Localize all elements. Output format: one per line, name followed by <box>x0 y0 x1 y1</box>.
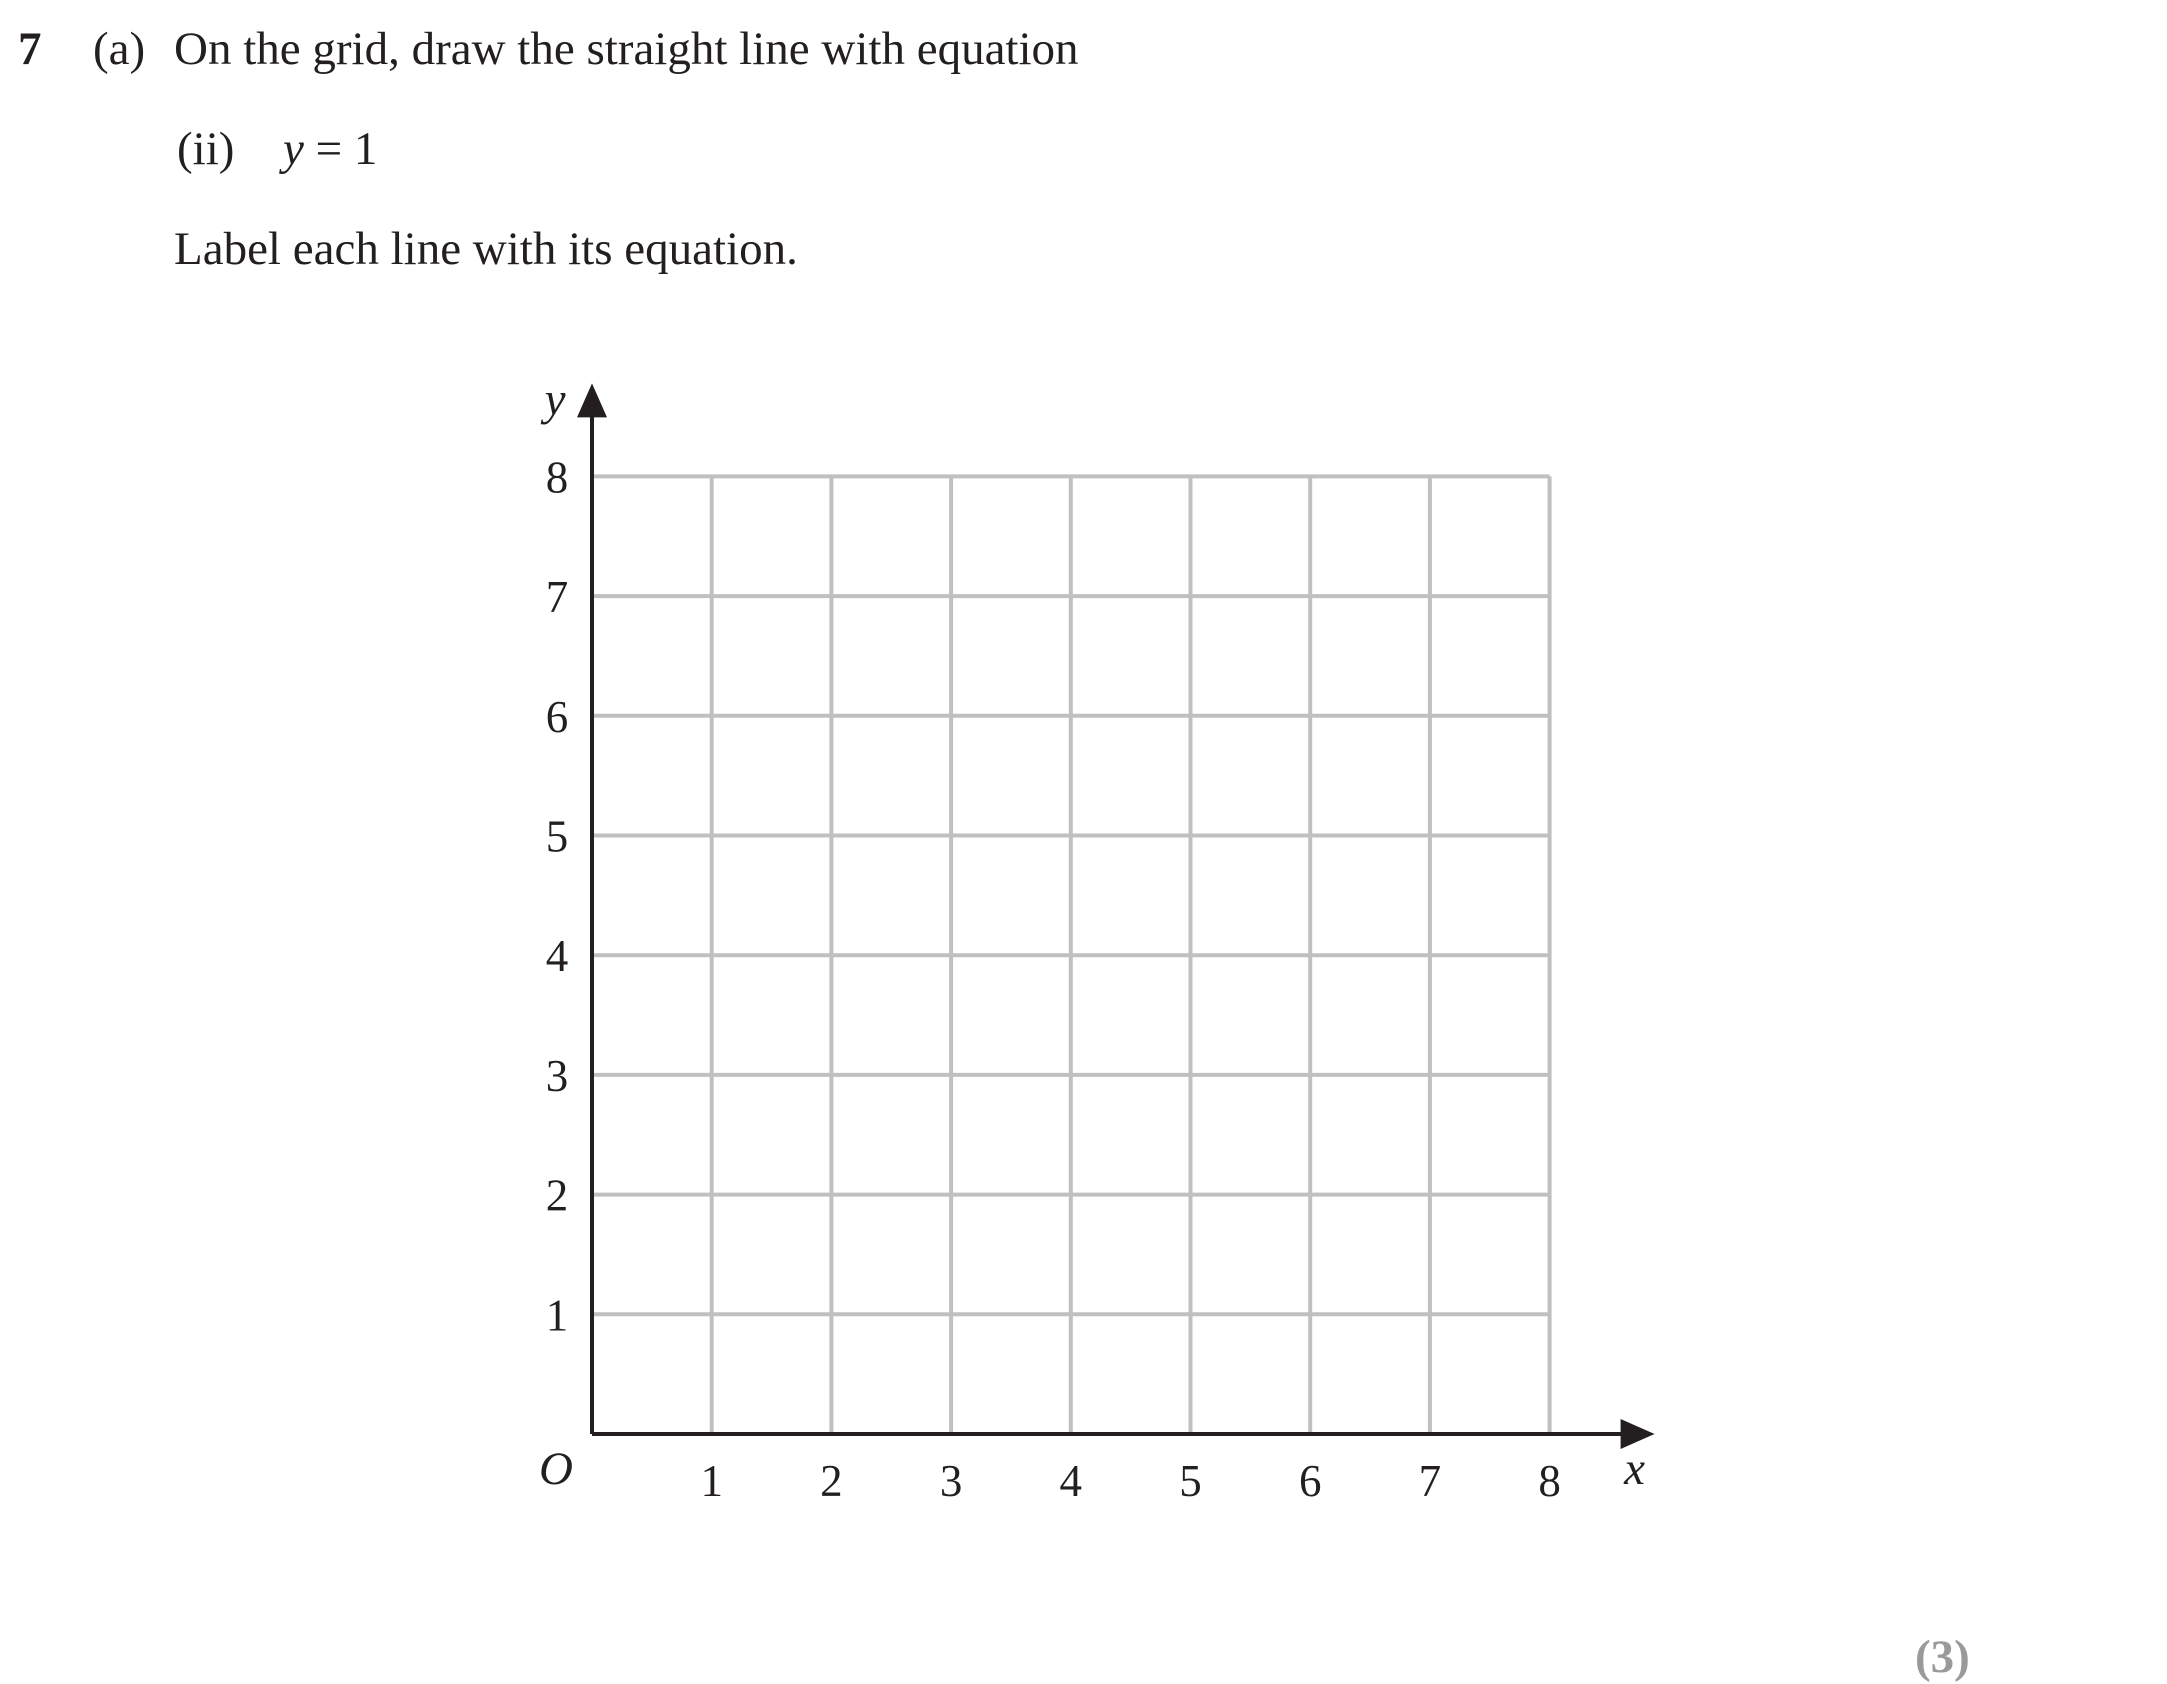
y-axis-arrow-icon <box>577 383 607 417</box>
y-tick-label: 1 <box>545 1290 569 1341</box>
sub-part-label: (ii) <box>177 123 235 175</box>
x-tick-label: 2 <box>820 1456 843 1506</box>
y-tick-label: 2 <box>545 1170 569 1221</box>
x-axis-label: x <box>1624 1443 1646 1495</box>
x-tick-label: 4 <box>1059 1456 1083 1506</box>
y-tick-label: 8 <box>545 452 569 503</box>
question-text: On the grid, draw the straight line with equation <box>174 23 1079 75</box>
instruction-text: Label each line with its equation. <box>174 223 798 275</box>
y-tick-label: 7 <box>545 572 569 623</box>
y-tick-label: 6 <box>545 691 569 742</box>
y-tick-label: 4 <box>545 931 569 982</box>
y-axis-label: y <box>544 373 566 426</box>
equation-rhs: = 1 <box>303 123 378 175</box>
origin-label: O <box>539 1443 573 1495</box>
question-part: (a) <box>93 23 146 75</box>
question-number: 7 <box>18 23 42 75</box>
x-tick-label: 7 <box>1418 1456 1442 1506</box>
x-tick-label: 5 <box>1179 1456 1202 1506</box>
equation-variable: y <box>283 123 304 175</box>
marks-label: (3) <box>1915 1631 1970 1683</box>
x-tick-label: 1 <box>700 1456 723 1506</box>
x-tick-label: 6 <box>1298 1456 1322 1506</box>
y-tick-label: 5 <box>545 811 569 862</box>
x-tick-label: 3 <box>939 1456 963 1506</box>
x-tick-label: 8 <box>1538 1456 1561 1506</box>
y-tick-label: 3 <box>545 1050 569 1101</box>
